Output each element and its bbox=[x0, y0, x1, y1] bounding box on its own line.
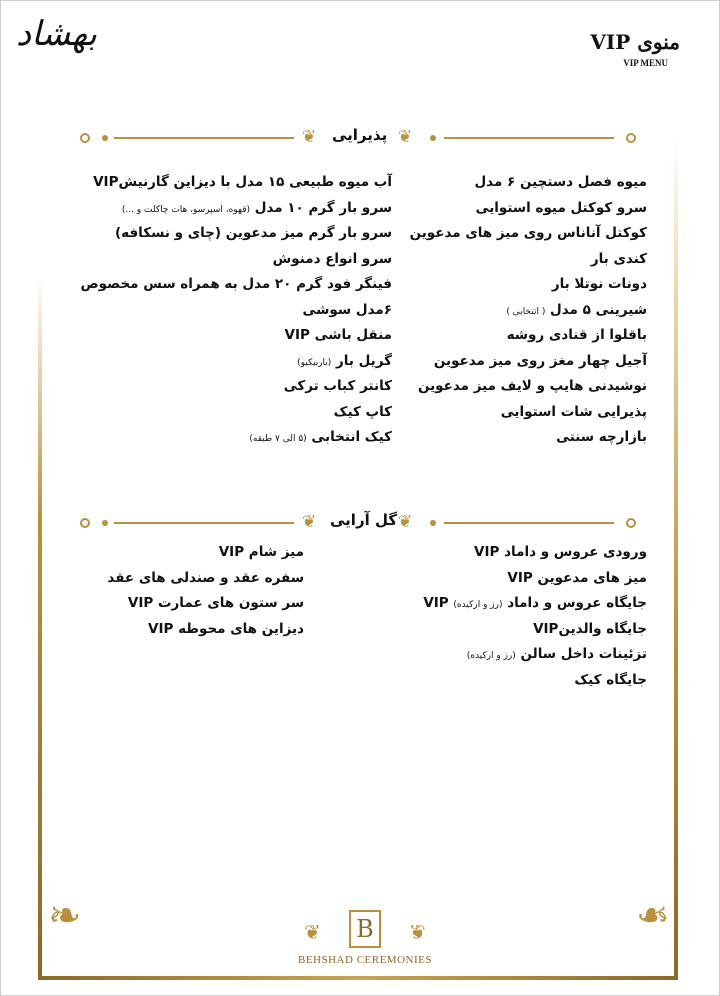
menu-item-text: سرو انواع دمنوش bbox=[272, 250, 392, 267]
menu-item bbox=[367, 221, 647, 247]
menu-item bbox=[72, 170, 392, 196]
section-title: گل آرایی bbox=[330, 511, 398, 529]
ornament-line bbox=[114, 522, 294, 524]
menu-item-text: کوکتل آناناس روی میز های مدعوین bbox=[409, 225, 647, 241]
menu-item-note: (رز و ارکیده) bbox=[453, 600, 503, 610]
menu-item-text: جایگاه کیک bbox=[574, 671, 647, 688]
menu-item bbox=[367, 170, 647, 196]
menu-item bbox=[367, 425, 647, 451]
flourish-icon: ❦ bbox=[398, 127, 413, 147]
menu-item bbox=[72, 247, 392, 273]
menu-item bbox=[72, 221, 392, 247]
ornament-dot bbox=[102, 135, 108, 141]
menu-item bbox=[64, 566, 304, 592]
gold-frame-bottom bbox=[38, 976, 678, 980]
section-header-reception bbox=[80, 128, 640, 148]
flourish-icon: ❦ bbox=[304, 920, 321, 944]
menu-item bbox=[367, 272, 647, 298]
title-block bbox=[590, 30, 680, 68]
brand-name: BEHSHAD CEREMONIES bbox=[298, 954, 432, 966]
corner-ornament-icon: ❧ bbox=[636, 893, 670, 939]
menu-item bbox=[72, 374, 392, 400]
ornament-dot bbox=[80, 518, 90, 528]
menu-item-text: آب میوه طبیعی ۱۵ مدل با دیزاین گارنیشVIP bbox=[93, 174, 392, 190]
menu-item-text: سرو بار گرم ۱۰ مدل bbox=[254, 199, 392, 216]
menu-item-text: میوه فصل دستچین ۶ مدل bbox=[474, 174, 647, 190]
menu-item bbox=[72, 323, 392, 349]
menu-item-text: فینگر فود گرم ۲۰ مدل به همراه سس مخصوص bbox=[80, 276, 392, 292]
menu-item-text: کندی بار bbox=[590, 250, 647, 267]
menu-item-text: میز های مدعوین VIP bbox=[507, 569, 647, 586]
menu-item bbox=[72, 298, 392, 324]
menu-item-text: باقلوا از قنادی روشه bbox=[506, 327, 647, 343]
menu-item-text: جایگاه عروس و داماد bbox=[507, 595, 647, 611]
corner-ornament-icon: ❧ bbox=[48, 893, 82, 939]
menu-item bbox=[367, 298, 647, 324]
menu-item bbox=[367, 323, 647, 349]
menu-item bbox=[72, 272, 392, 298]
flourish-icon: ❦ bbox=[302, 127, 317, 147]
menu-item-text: کیک انتخابی bbox=[311, 429, 392, 445]
flourish-icon: ❦ bbox=[398, 512, 413, 532]
menu-item-note: ( انتخابی ) bbox=[506, 306, 546, 317]
menu-item-note: (رز و ارکیده) bbox=[466, 651, 516, 661]
ornament-line bbox=[444, 522, 614, 524]
menu-item bbox=[367, 566, 647, 592]
menu-item-text: سرو کوکتل میوه استوایی bbox=[475, 199, 647, 216]
ornament-dot bbox=[80, 133, 90, 143]
page-subtitle: VIP MENU bbox=[623, 58, 668, 68]
menu-item-text: میز شام VIP bbox=[218, 544, 304, 560]
menu-item-suffix: VIP bbox=[423, 595, 454, 611]
menu-item-note: (۵ الی ۷ طبقه) bbox=[249, 434, 307, 444]
menu-item-text: جایگاه والدینVIP bbox=[533, 620, 647, 637]
menu-item-text: بازارچه سنتی bbox=[556, 429, 647, 445]
flowers-right-column bbox=[367, 540, 647, 693]
menu-item-text: کاپ کیک bbox=[333, 403, 392, 420]
ornament-line bbox=[114, 137, 294, 139]
brand-monogram: B bbox=[349, 910, 381, 948]
menu-item-text: پذیرایی شات استوایی bbox=[500, 403, 647, 420]
menu-item bbox=[367, 591, 647, 617]
menu-item bbox=[367, 400, 647, 426]
menu-item-text: دونات نوتلا بار bbox=[551, 276, 647, 292]
menu-item bbox=[72, 349, 392, 375]
menu-item-text: شیرینی ۵ مدل bbox=[550, 301, 647, 318]
menu-item-text: سر ستون های عمارت VIP bbox=[127, 595, 304, 611]
menu-item-text: سفره عقد و صندلی های عقد bbox=[107, 569, 304, 586]
flourish-icon: ❦ bbox=[302, 512, 317, 532]
menu-item-text: ورودی عروس و داماد VIP bbox=[474, 544, 647, 560]
ornament-line bbox=[444, 137, 614, 139]
menu-item bbox=[72, 400, 392, 426]
page-title: منوی VIP bbox=[590, 30, 680, 54]
menu-item-text: نوشیدنی هایپ و لایف میز مدعوین bbox=[417, 378, 647, 394]
menu-item-note: (قهوه، اسپرسو، هات چاکلت و ...) bbox=[121, 204, 251, 215]
section-title: پذیرایی bbox=[332, 126, 388, 144]
brand-emblem bbox=[290, 910, 440, 966]
menu-item bbox=[367, 374, 647, 400]
menu-item bbox=[367, 668, 647, 694]
menu-item-note: (باربیکیو) bbox=[297, 357, 332, 368]
menu-item bbox=[72, 196, 392, 222]
menu-item-text: منقل باشی VIP bbox=[284, 327, 392, 343]
menu-item-text: ۶مدل سوشی bbox=[302, 301, 392, 318]
menu-item-text: کانتر کباب ترکی bbox=[283, 378, 392, 394]
menu-item bbox=[72, 425, 392, 451]
brand-logo: بهشاد bbox=[16, 14, 97, 54]
menu-item bbox=[367, 540, 647, 566]
section-header-flowers bbox=[80, 513, 640, 533]
menu-item-text: سرو بار گرم میز مدعوین (چای و نسکافه) bbox=[114, 225, 392, 241]
ornament-dot bbox=[430, 135, 436, 141]
ornament-dot bbox=[626, 518, 636, 528]
menu-item-text: تزئینات داخل سالن bbox=[520, 646, 647, 662]
menu-item bbox=[367, 642, 647, 668]
ornament-dot bbox=[626, 133, 636, 143]
flowers-left-column bbox=[64, 540, 304, 642]
gold-frame-right bbox=[674, 136, 678, 976]
menu-item bbox=[64, 591, 304, 617]
gold-frame-left bbox=[38, 276, 42, 976]
menu-item bbox=[367, 617, 647, 643]
reception-right-column bbox=[367, 170, 647, 451]
menu-item bbox=[64, 540, 304, 566]
menu-item bbox=[64, 617, 304, 643]
reception-left-column bbox=[72, 170, 392, 451]
menu-item bbox=[367, 349, 647, 375]
menu-item bbox=[367, 196, 647, 222]
menu-item-text: گریل بار bbox=[336, 352, 392, 369]
flourish-icon: ❦ bbox=[409, 920, 426, 944]
menu-item bbox=[367, 247, 647, 273]
menu-item-text: آجیل چهار مغز روی میز مدعوین bbox=[433, 352, 647, 369]
menu-item-text: دیزاین های محوطه VIP bbox=[148, 620, 304, 637]
ornament-dot bbox=[430, 520, 436, 526]
ornament-dot bbox=[102, 520, 108, 526]
